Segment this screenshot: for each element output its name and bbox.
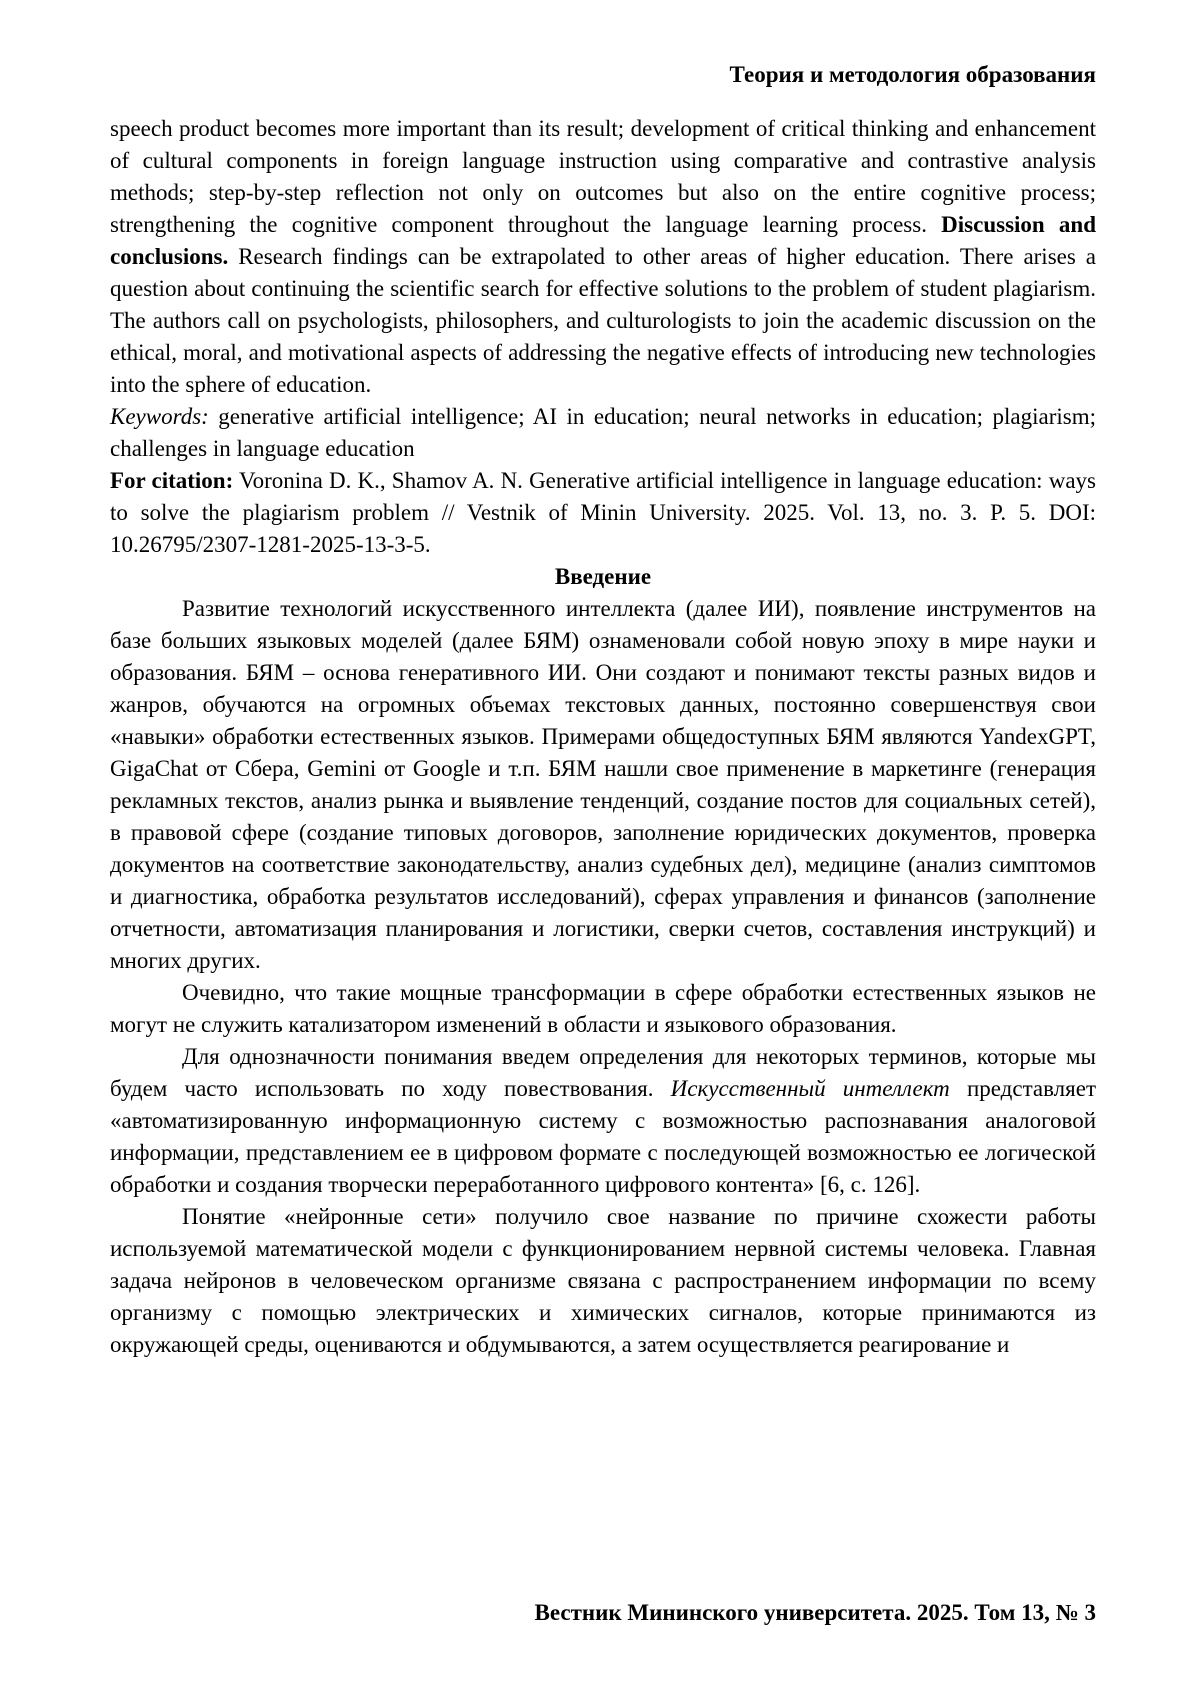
intro-paragraph-3-continuation: представляет «автоматизированную информационную систему с возможностью распознавания аналоговой информации, представлением ее в цифровом формате с последующей возможностью ее логической обработки и создания творчески переработанного цифрового контента» [6, с. 126]. [110,1076,1096,1197]
intro-paragraph-3-text: Для однозначности понимания введем определения для некоторых терминов, которые мы будем часто использовать по ходу повествования. [110,1044,1096,1101]
keywords-paragraph [110,401,1096,465]
running-header: Теория и методология образования [729,62,1096,87]
citation-text: Voronina D. K., Shamov A. N. Generative artificial intelligence in language education: ways to solve the plagiarism problem // Vestnik of Minin University. 2025. Vol. 13, no. 3. P. 5. DOI: 10.26795/2307-1281-2025-13-3-5. [110,468,1096,557]
abstract-continuation-text: speech product becomes more important than its result; development of critical thinking and enhancement of cultural components in foreign language instruction using comparative and contrastive analysis methods; step-by-step reflection not only on outcomes but also on the entire cognitive process; strengthening the cognitive component throughout the language learning process. [110,116,1096,237]
keywords-label: Keywords: [110,404,209,429]
intro-paragraph-4: Понятие «нейронные сети» получило свое название по причине схожести работы используемой математической модели с функционированием нервной системы человека. Главная задача нейронов в человеческом организме связана с распространением информации по всему организму с помощью электрических и химических сигналов, которые принимаются из окружающей среды, оцениваются и обдумываются, а затем осуществляется реагирование и [110,1204,1096,1357]
intro-paragraph-2: Очевидно, что такие мощные трансформации в сфере обработки естественных языков не могут не служить катализатором изменений в области и языкового образования. [110,980,1096,1037]
intro-paragraph-3 [110,1041,1096,1201]
abstract-paragraph [110,113,1096,401]
keywords-text: generative artificial intelligence; AI in education; neural networks in education; plagiarism; challenges in language education [110,404,1097,461]
intro-paragraph-1: Развитие технологий искусственного интеллекта (далее ИИ), появление инструментов на базе больших языковых моделей (далее БЯМ) ознаменовали собой новую эпоху в мире науки и образования. БЯМ – основа генеративного ИИ. Они создают и понимают тексты разных видов и жанров, обучаются на огромных объемах текстовых данных, постоянно совершенствуя свои «навыки» обработки естественных языков. Примерами общедоступных БЯМ являются YandexGPT, GigaChat от Сбера, Gemini от Google и т.п. БЯМ нашли свое применение в маркетинге (генерация рекламных текстов, анализ рынка и выявление тенденций, создание постов для социальных сетей), в правовой сфере (создание типовых договоров, заполнение юридических документов, проверка документов на соответствие законодательству, анализ судебных дел), медицине (анализ симптомов и диагностика, обработка результатов исследований), сферах управления и финансов (заполнение отчетности, автоматизация планирования и логистики, сверки счетов, составления инструкций) и многих других. [110,596,1096,973]
citation-paragraph [110,465,1096,561]
running-footer: Вестник Мининского университета. 2025. Том 13, № 3 [534,1600,1096,1625]
discussion-conclusions-text: Research findings can be extrapolated to other areas of higher education. There arises a question about continuing the scientific search for effective solutions to the problem of student plagiarism. The authors call on psychologists, philosophers, and culturologists to join the academic discussion on the ethical, moral, and motivational aspects of addressing the negative effects of introducing new technologies into the sphere of education. [110,244,1096,397]
for-citation-label: For citation: [110,468,234,493]
discussion-conclusions-label: Discussion and conclusions. [110,212,1097,269]
artificial-intelligence-term: Искусственный интеллект [670,1076,950,1101]
introduction-heading: Введение [554,564,652,589]
